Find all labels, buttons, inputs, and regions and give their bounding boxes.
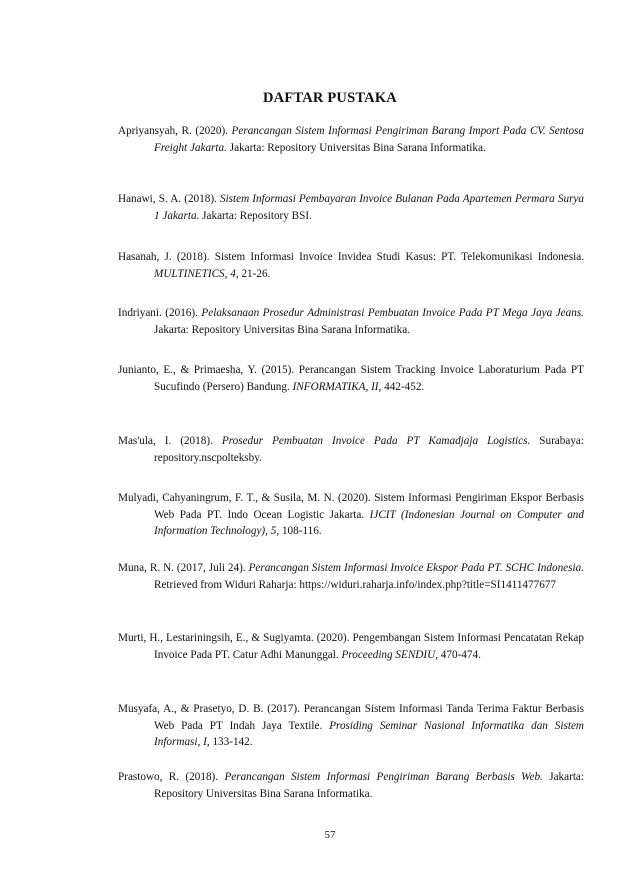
reference-text: , 21-26. [235,267,271,280]
reference-italic: Proceeding SENDIU [341,648,436,661]
page-title: DAFTAR PUSTAKA [263,90,397,106]
reference-italic: Perancangan Sistem Informasi Pengiriman Barang Berbasis Web. [224,771,543,783]
reference-text: Hanawi, S. A. (2018). [118,193,220,205]
reference-entry [118,249,584,282]
reference-text: Musyafa, A., & Prasetyo, D. B. (2017). Perancangan Sistem Informasi Tanda Terima Faktur Berbasis Web Pada PT Indah Jaya Textile. [118,703,584,732]
reference-text: Jakarta: Repository Universitas Bina Sarana Informatika. [226,141,486,154]
reference-text: Junianto, E., & Primaesha, Y. (2015). Perancangan Sistem Tracking Invoice Laboraturium Pada PT Sucufindo (Persero) Bandung. [118,364,584,393]
reference-entry [118,362,584,395]
reference-text: Jakarta: Repository Universitas Bina Sarana Informatika. [154,323,410,336]
reference-entry [118,305,584,338]
reference-entry [118,769,584,802]
reference-entry [118,490,584,540]
reference-text: Hasanah, J. (2018). Sistem Informasi Invoice Invidea Studi Kasus: PT. Telekomunikasi Indonesia. [118,251,584,263]
reference-entry [118,701,584,751]
reference-text: , 108-116. [276,525,322,538]
reference-italic: IJCIT (Indonesian Journal on Computer and Information Technology), 5 [154,508,584,538]
reference-entry [118,123,584,156]
reference-text: Jakarta: Repository Universitas Bina Sarana Informatika. [154,771,584,800]
reference-italic: Prosiding Seminar Nasional Informatika dan Sistem Informasi, I [154,719,585,749]
reference-italic: MULTINETICS, 4 [154,267,236,280]
reference-text: Murti, H., Lestariningsih, E., & Sugiyamta. (2020). Pengembangan Sistem Informasi Pencatatan Rekap Invoice Pada PT. Catur Adhi Manunggal. [118,632,584,661]
reference-entry [118,630,584,663]
reference-text: Apriyansyah, R. (2020). [118,125,232,137]
reference-italic: INFORMATIKA, II [292,380,379,393]
reference-text: Prastowo, R. (2018). [118,771,225,783]
reference-text: , 442-452. [378,380,425,393]
page-number: 57 [324,829,336,841]
reference-entry [118,433,584,466]
reference-entry [118,191,584,224]
reference-text: Indriyani. (2016). [118,307,202,319]
reference-text: , 470-474. [435,648,481,661]
reference-text: Muna, R. N. (2017, Juli 24). [118,562,249,574]
reference-italic: Pelaksanaan Prosedur Administrasi Pembuatan Invoice Pada PT Mega Jaya Jeans. [201,307,584,319]
reference-italic: Perancangan Sistem Informasi Invoice Ekspor Pada PT. SCHC Indonesia. [248,562,584,574]
reference-text: , 133-142. [206,736,253,749]
reference-italic: Prosedur Pembuatan Invoice Pada PT Kamadjaja Logistics. [221,435,531,447]
reference-italic: Perancangan Sistem Informasi Pengiriman Barang Import Pada CV. Sentosa Freight Jakarta. [154,125,584,154]
reference-text: Retrieved from Widuri Raharja: https://widuri.raharja.info/index.php?title=SI1411477677 [154,578,556,591]
reference-text: Mas'ula, I. (2018). [118,435,222,447]
reference-text: Mulyadi, Cahyaningrum, F. T., & Susila, M. N. (2020). Sistem Informasi Pengiriman Ekspor Berbasis Web Pada PT. Indo Ocean Logistic Jakarta. [118,492,584,521]
reference-entry [118,560,584,593]
reference-italic: Sistem Informasi Pembayaran Invoice Bulanan Pada Apartemen Permara Surya 1 Jakarta. [154,193,584,222]
reference-text: Surabaya: repository.nscpolteksby. [154,435,585,464]
reference-text: Jakarta: Repository BSI. [199,209,312,222]
